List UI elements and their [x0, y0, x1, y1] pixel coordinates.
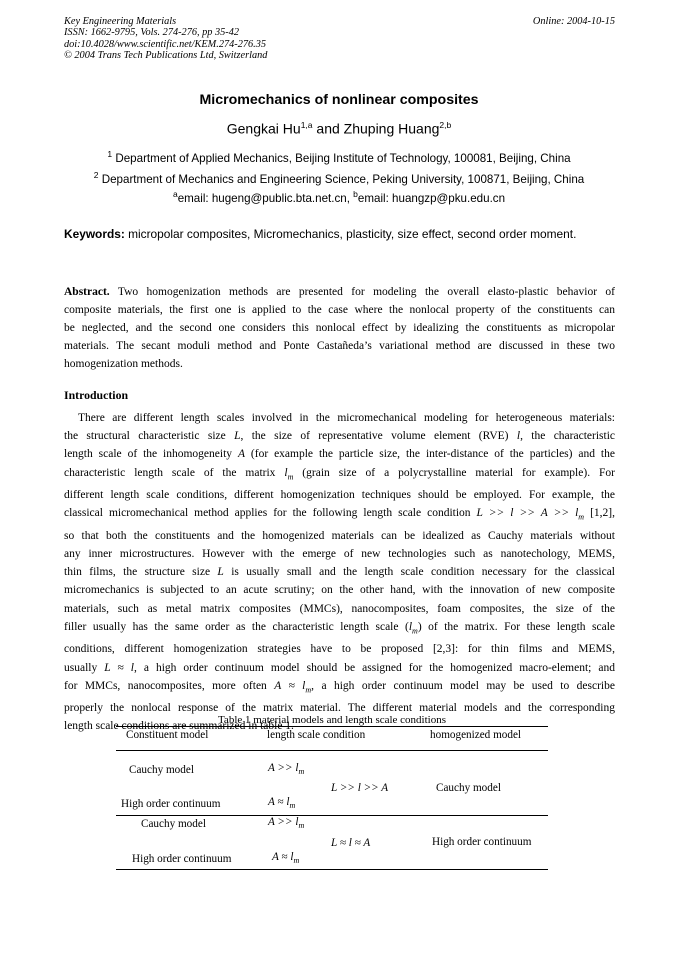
- journal-issn: ISSN: 1662-9795, Vols. 274-276, pp 35-42: [64, 27, 240, 39]
- table-mid-rule: [116, 815, 548, 816]
- intro-line: thin films, the structure size L is usually small and the length scale condition necessary for the classical: [64, 566, 615, 579]
- journal-copyright: © 2004 Trans Tech Publications Ltd, Switzerland: [64, 49, 268, 61]
- table-cell-high: High order continuum: [121, 798, 221, 810]
- intro-line: any inner microstructures. However with the emerge of new technologies such as nanotechology, MEMS,: [64, 548, 615, 561]
- intro-line: micromechanics is subjected to an acute scrutiny; on the other hand, with the innovation of new composite: [64, 584, 615, 597]
- intro-line: different length scale conditions, different homogenization techniques should be employed. For example, the: [64, 489, 615, 502]
- section-heading-introduction: Introduction: [64, 388, 129, 402]
- intro-line: usually L ≈ l, a high order continuum model should be assigned for the homogenized macro-element; and: [64, 661, 615, 674]
- author-1-affil: 1,a: [300, 120, 313, 130]
- affiliation-num: 2: [93, 170, 99, 180]
- table-cell-cond-approx: $A \approx l_m$: [268, 796, 296, 811]
- online-date: Online: 2004-10-15: [532, 16, 615, 27]
- author-and: and: [312, 120, 344, 137]
- abstract-line: materials. The secant moduli method and Ponte Castañeda’s variational method are discussed in these two: [64, 340, 615, 352]
- intro-line: filler usually has the same order as the characteristic length scale $(l_m)$ of the matrix. For these length scale: [64, 620, 615, 636]
- affiliation-text: Department of Applied Mechanics, Beijing Institute of Technology, 100081, Beijing, China: [115, 151, 571, 165]
- table-header-constituent: Constituent model: [126, 729, 209, 741]
- intro-line: so that both the constituents and the homogenized materials can be idealized as Cauchy materials without: [64, 529, 615, 542]
- author-1: Gengkai Hu: [226, 120, 301, 137]
- author-2-affil: 2,b: [439, 120, 452, 130]
- intro-line: the structural characteristic size L, the size of representative volume element (RVE) l, the characteristic: [64, 430, 615, 443]
- journal-info: [64, 16, 267, 61]
- email-b-sup: b: [353, 189, 358, 199]
- table-cell-cond-high: L ≈ l ≈ A: [331, 837, 371, 849]
- abstract-line: composite materials, the first one is applied to the case where the nonlocal property of the constituents can: [64, 304, 615, 316]
- author-line: [0, 120, 678, 137]
- intro-line: length scale of the inhomogeneity A (for example the particle size, the inter-distance of the particles) and the: [64, 448, 615, 461]
- table-top-rule: [116, 726, 548, 727]
- table-cell-cauchy: Cauchy model: [141, 818, 206, 830]
- table-header-homogenized: homogenized model: [430, 729, 522, 741]
- table-caption: Table 1 material models and length scale conditions: [217, 714, 447, 726]
- keywords-label: Keywords:: [64, 227, 125, 241]
- abstract-line: be neglected, and the second one considers this nonlocal effect by idealizing the constituents as micropolar: [64, 322, 615, 334]
- table-bottom-rule: [116, 869, 548, 870]
- affiliation-1: [0, 149, 678, 165]
- intro-line: for MMCs, nanocomposites, more often $A \approx l_m$, a high order continuum model may be used to describe: [64, 679, 615, 695]
- intro-line: characteristic length scale of the matrix $l_m$ (grain size of a polycrystalline material for example). For: [64, 466, 615, 481]
- table-header-rule: [116, 750, 548, 751]
- intro-line: materials, such as metal matrix composites (MMCs), nanocomposites, foam composites, the size of the: [64, 602, 615, 615]
- keywords-text: micropolar composites, Micromechanics, plasticity, size effect, second order moment.: [124, 227, 577, 241]
- abstract: [64, 283, 615, 373]
- abstract-line: homogenization methods.: [64, 358, 183, 370]
- table-cell-cond-much: $A >> l_m$: [268, 816, 305, 831]
- affiliation-text: Department of Mechanics and Engineering Science, Peking University, 100871, Beijing, China: [101, 172, 585, 186]
- intro-line: There are different length scales involved in the micromechanical modeling for heterogeneous materials:: [78, 412, 615, 424]
- affiliation-2: [0, 170, 678, 186]
- intro-line: length scale conditions are summarized in table 1.: [64, 720, 294, 733]
- keywords: [64, 227, 624, 241]
- intro-line: properly the nonlocal response of the matrix material. The different material models and the corresponding: [64, 702, 615, 715]
- paper-title: Micromechanics of nonlinear composites: [199, 92, 479, 108]
- abstract-line: Abstract. Two homogenization methods are presented for modeling the overall elasto-plastic behavior of: [64, 286, 615, 298]
- intro-line: classical micromechanical method applies for the following length scale condition $L >> l >> A >> l_m$ [1,2],: [64, 507, 615, 522]
- table-cell-cauchy: Cauchy model: [129, 764, 194, 776]
- journal-doi: doi:10.4028/www.scientific.net/KEM.274-276.35: [64, 38, 267, 50]
- affiliation-num: 1: [107, 149, 113, 159]
- table-cell-cond-approx: $A \approx l_m$: [272, 851, 300, 866]
- table-cell-result-high: High order continuum: [432, 836, 532, 848]
- table-cell-cond-much: $A >> l_m$: [268, 762, 305, 777]
- author-2: Zhuping Huang: [343, 120, 440, 137]
- email-a-sup: a: [172, 189, 178, 199]
- email-b: email: huangzp@pku.edu.cn: [357, 191, 506, 205]
- table-header-condition: length scale condition: [267, 729, 366, 741]
- email-line: [0, 189, 678, 205]
- abstract-label: Abstract.: [64, 286, 110, 298]
- introduction-text: [64, 409, 615, 736]
- table-cell-high: High order continuum: [132, 853, 232, 865]
- table-cell-cond-classical: L >> l >> A: [331, 782, 389, 794]
- email-a: email: hugeng@public.bta.net.cn,: [177, 191, 354, 205]
- intro-line: conditions, different homogenization strategies have to be proposed [2,3]: for thin films and MEMS,: [64, 643, 615, 656]
- table-cell-result-cauchy: Cauchy model: [436, 782, 501, 794]
- journal-name: Key Engineering Materials: [64, 16, 177, 27]
